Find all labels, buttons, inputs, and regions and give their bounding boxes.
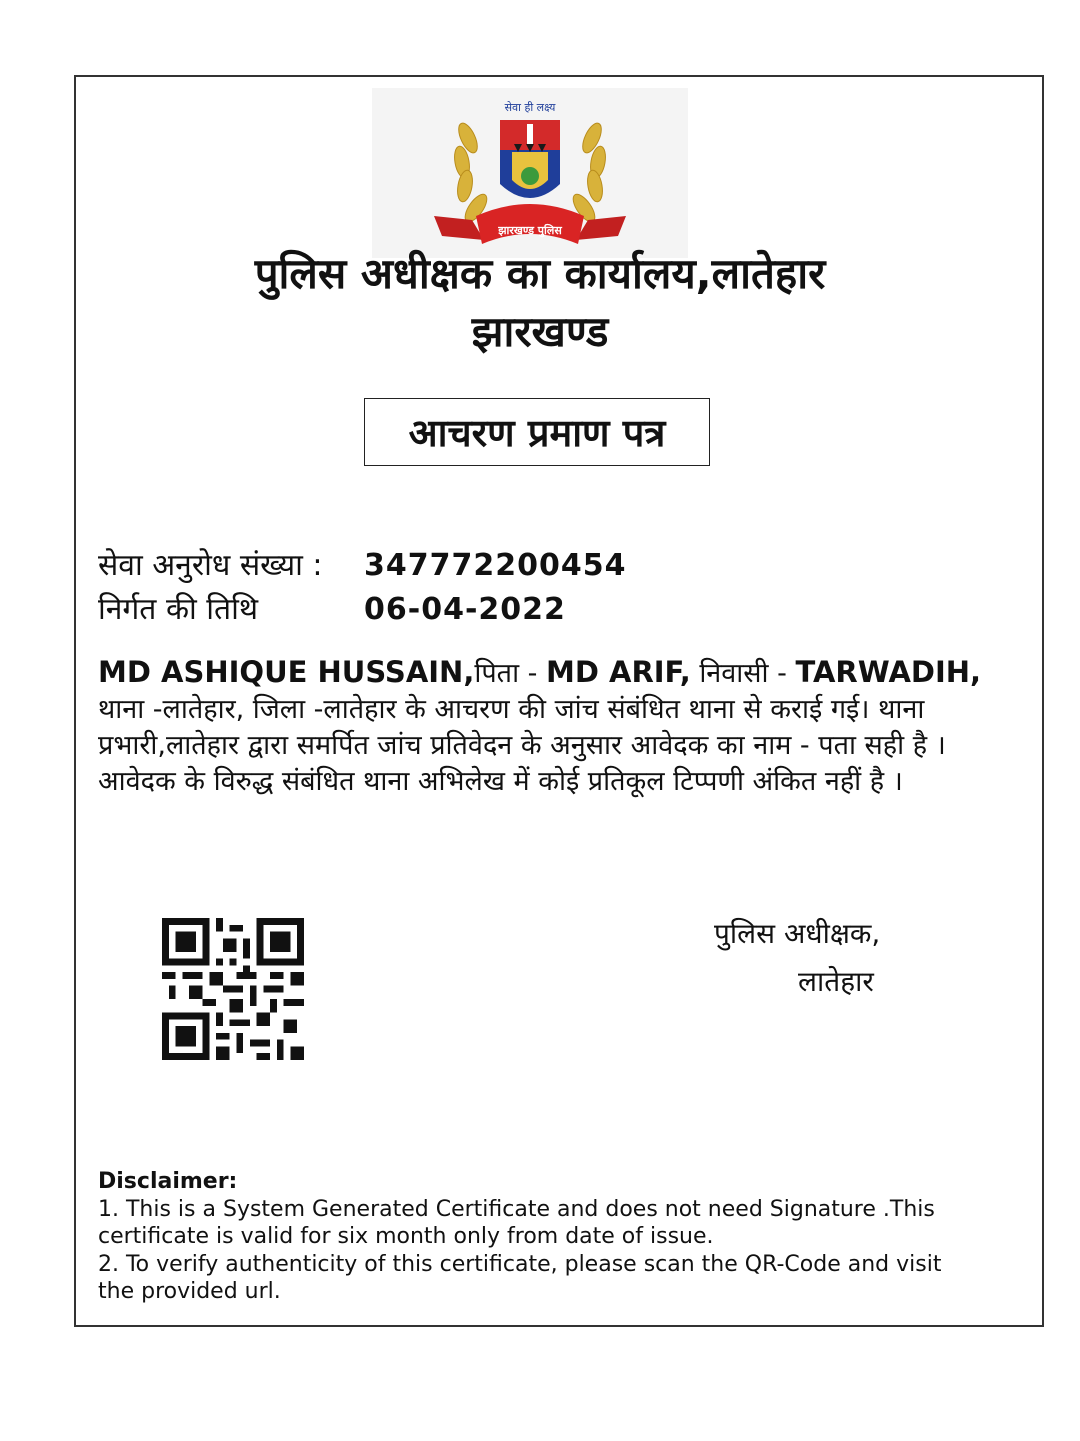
issue-date-row — [98, 590, 566, 630]
applicant-name: MD ASHIQUE HUSSAIN, — [98, 655, 475, 689]
disclaimer-heading: Disclaimer: — [98, 1169, 238, 1194]
signatory-location: लातेहार — [798, 965, 874, 998]
resident-label: निवासी - — [690, 658, 796, 689]
service-request-number: 347772200454 — [364, 548, 627, 583]
issue-date: 06-04-2022 — [364, 592, 566, 627]
disclaimer — [98, 1168, 978, 1306]
jharkhand-police-emblem-icon — [372, 88, 688, 258]
certificate-body — [98, 654, 993, 800]
service-request-label: सेवा अनुरोध संख्या : — [98, 548, 323, 583]
father-name: MD ARIF, — [545, 655, 691, 689]
svg-text:सेवा ही लक्ष्य: सेवा ही लक्ष्य — [504, 101, 556, 114]
office-title: पुलिस अधीक्षक का कार्यालय,लातेहार — [254, 249, 826, 298]
disclaimer-point-2: 2. To verify authenticity of this certificate, please scan the QR-Code and visit the provided url. — [98, 1251, 942, 1304]
signatory-designation: पुलिस अधीक्षक, — [714, 917, 881, 950]
certificate-statement: थाना -लातेहार, जिला -लातेहार के आचरण की जांच संबंधित थाना से कराई गई। थाना प्रभारी,लातेहार द्वारा समर्पित जांच प्रतिवेदन के अनुसार आवेदक का नाम - पता सही है । आवेदक के विरुद्ध संबंधित थाना अभिलेख में कोई प्रतिकूल टिप्पणी अंकित नहीं है । — [98, 694, 946, 797]
certificate-title: आचरण प्रमाण पत्र — [364, 398, 710, 466]
svg-text:झारखण्ड पुलिस: झारखण्ड पुलिस — [498, 224, 562, 237]
signatory-block — [690, 910, 950, 1006]
village-name: TARWADIH, — [795, 655, 982, 689]
issue-date-label: निर्गत की तिथि — [98, 592, 259, 627]
office-state: झारखण्ड — [471, 307, 609, 356]
service-request-row — [98, 546, 627, 586]
father-label: पिता - — [474, 658, 546, 689]
disclaimer-point-1: 1. This is a System Generated Certificate and does not need Signature .This certificate is valid for six month only from date of issue. — [98, 1196, 935, 1249]
qr-code-icon[interactable] — [162, 918, 304, 1060]
